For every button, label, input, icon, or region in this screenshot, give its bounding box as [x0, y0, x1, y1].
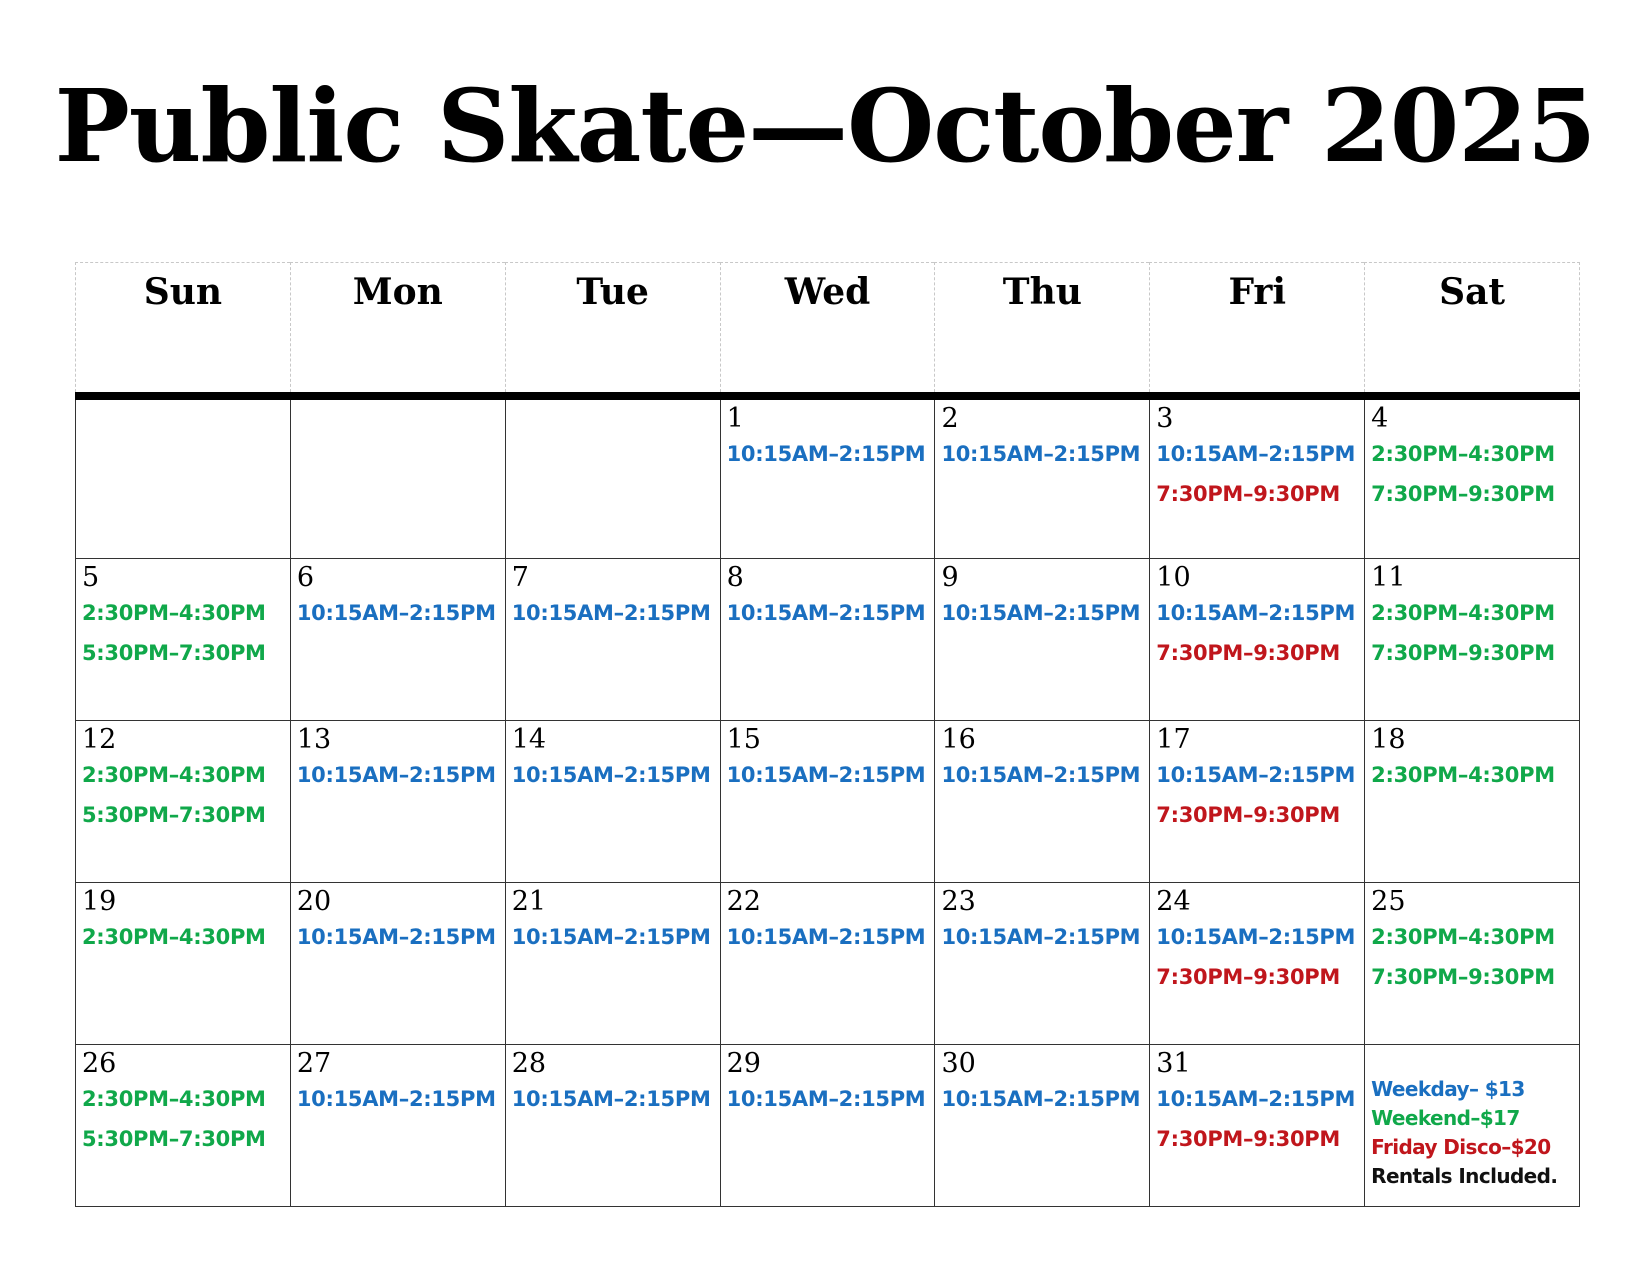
- day-number: 15: [726, 724, 761, 755]
- session-time-weekday: 10:15AM–2:15PM: [511, 925, 711, 949]
- day-cell-24: [1150, 883, 1365, 1044]
- day-number: 11: [1371, 562, 1406, 593]
- weekday-header-thu: Thu: [934, 262, 1149, 392]
- day-number: 4: [1371, 403, 1389, 434]
- price-legend: [1371, 1049, 1573, 1191]
- session-time-weekend: 2:30PM–4:30PM: [82, 1087, 266, 1111]
- day-cell-2: [935, 400, 1150, 558]
- day-cell-empty: [1365, 1045, 1580, 1206]
- weekday-header-row: [75, 262, 1580, 392]
- day-number: 2: [941, 403, 959, 434]
- day-number: 14: [511, 724, 547, 755]
- day-cell-9: [935, 559, 1150, 720]
- session-time-weekday: 10:15AM–2:15PM: [1156, 601, 1356, 625]
- day-number: 5: [82, 562, 100, 593]
- day-number: 23: [941, 886, 976, 917]
- weekday-header-sun: Sun: [75, 262, 290, 392]
- week-row: [76, 559, 1580, 721]
- day-cell-7: [506, 559, 721, 720]
- session-time-weekday: 10:15AM–2:15PM: [941, 763, 1141, 787]
- day-number: 10: [1156, 562, 1191, 593]
- session-time-weekend: 7:30PM–9:30PM: [1371, 641, 1555, 665]
- day-number: 25: [1371, 886, 1406, 917]
- day-cell-12: [76, 721, 291, 882]
- session-time-weekday: 10:15AM–2:15PM: [726, 1087, 926, 1111]
- day-number: 7: [511, 562, 529, 593]
- day-number: 27: [296, 1048, 332, 1079]
- day-cell-20: [291, 883, 506, 1044]
- day-number: 21: [511, 886, 547, 917]
- day-number: 20: [296, 886, 332, 917]
- day-number: 6: [296, 562, 315, 593]
- day-number: 16: [941, 724, 976, 755]
- day-cell-26: [76, 1045, 291, 1206]
- day-number: 29: [726, 1048, 761, 1079]
- session-time-weekend: 2:30PM–4:30PM: [1371, 763, 1555, 787]
- session-time-weekend: 5:30PM–7:30PM: [82, 803, 266, 827]
- session-time-weekday: 10:15AM–2:15PM: [296, 925, 496, 949]
- day-cell-27: [291, 1045, 506, 1206]
- session-time-weekday: 10:15AM–2:15PM: [941, 925, 1141, 949]
- session-time-weekday: 10:15AM–2:15PM: [296, 763, 496, 787]
- session-time-weekend: 7:30PM–9:30PM: [1371, 965, 1555, 989]
- session-time-weekday: 10:15AM–2:15PM: [1156, 1087, 1356, 1111]
- session-time-disco: 7:30PM–9:30PM: [1156, 1127, 1340, 1151]
- session-time-weekend: 2:30PM–4:30PM: [82, 925, 266, 949]
- day-number: 18: [1371, 724, 1406, 755]
- day-number: 8: [726, 562, 744, 593]
- session-time-weekday: 10:15AM–2:15PM: [1156, 763, 1356, 787]
- day-cell-31: [1150, 1045, 1365, 1206]
- week-row: [76, 721, 1580, 883]
- day-cell-15: [721, 721, 936, 882]
- session-time-weekday: 10:15AM–2:15PM: [511, 601, 711, 625]
- session-time-disco: 7:30PM–9:30PM: [1156, 803, 1340, 827]
- week-row: [76, 1045, 1580, 1207]
- session-time-weekday: 10:15AM–2:15PM: [1156, 925, 1356, 949]
- legend-rentals-note: Rentals Included.: [1371, 1164, 1558, 1188]
- session-time-weekday: 10:15AM–2:15PM: [296, 601, 496, 625]
- day-cell-16: [935, 721, 1150, 882]
- legend-friday-disco-price: Friday Disco–$20: [1371, 1135, 1551, 1159]
- calendar-grid: [75, 400, 1580, 1207]
- day-number: 3: [1156, 403, 1174, 434]
- header-divider: [75, 392, 1580, 400]
- day-cell-8: [721, 559, 936, 720]
- day-cell-4: [1365, 400, 1580, 558]
- day-cell-empty: [76, 400, 291, 558]
- day-cell-13: [291, 721, 506, 882]
- day-cell-29: [721, 1045, 936, 1206]
- day-number: 9: [941, 562, 959, 593]
- session-time-weekend: 2:30PM–4:30PM: [1371, 442, 1555, 466]
- day-cell-14: [506, 721, 721, 882]
- session-time-weekend: 2:30PM–4:30PM: [82, 601, 266, 625]
- session-time-weekday: 10:15AM–2:15PM: [726, 442, 926, 466]
- day-cell-22: [721, 883, 936, 1044]
- day-number: 31: [1156, 1048, 1191, 1079]
- day-cell-11: [1365, 559, 1580, 720]
- session-time-weekend: 2:30PM–4:30PM: [1371, 601, 1555, 625]
- day-number: 22: [726, 886, 761, 917]
- calendar: [75, 262, 1580, 1207]
- day-cell-3: [1150, 400, 1365, 558]
- session-time-weekday: 10:15AM–2:15PM: [1156, 442, 1356, 466]
- weekday-header-tue: Tue: [505, 262, 720, 392]
- week-row: [76, 883, 1580, 1045]
- day-cell-18: [1365, 721, 1580, 882]
- day-cell-1: [721, 400, 936, 558]
- page-title: Public Skate—October 2025: [54, 67, 1596, 185]
- session-time-weekend: 2:30PM–4:30PM: [82, 763, 266, 787]
- session-time-disco: 7:30PM–9:30PM: [1156, 641, 1340, 665]
- weekday-header-sat: Sat: [1364, 262, 1580, 392]
- session-time-weekday: 10:15AM–2:15PM: [726, 601, 926, 625]
- session-time-weekend: 7:30PM–9:30PM: [1371, 482, 1555, 506]
- session-time-weekday: 10:15AM–2:15PM: [726, 925, 926, 949]
- day-cell-5: [76, 559, 291, 720]
- session-time-weekday: 10:15AM–2:15PM: [511, 1087, 711, 1111]
- day-cell-10: [1150, 559, 1365, 720]
- day-cell-empty: [506, 400, 721, 558]
- session-time-weekday: 10:15AM–2:15PM: [941, 601, 1141, 625]
- weekday-header-wed: Wed: [720, 262, 935, 392]
- session-time-weekday: 10:15AM–2:15PM: [296, 1087, 496, 1111]
- session-time-weekend: 2:30PM–4:30PM: [1371, 925, 1555, 949]
- legend-weekday-price: Weekday– $13: [1371, 1077, 1525, 1101]
- day-number: 12: [82, 724, 117, 755]
- session-time-weekday: 10:15AM–2:15PM: [726, 763, 926, 787]
- day-number: 17: [1156, 724, 1191, 755]
- legend-weekend-price: Weekend–$17: [1371, 1106, 1520, 1130]
- weekday-header-fri: Fri: [1149, 262, 1364, 392]
- session-time-weekend: 5:30PM–7:30PM: [82, 641, 266, 665]
- day-cell-21: [506, 883, 721, 1044]
- day-cell-28: [506, 1045, 721, 1206]
- day-cell-23: [935, 883, 1150, 1044]
- day-number: 19: [82, 886, 117, 917]
- session-time-weekend: 5:30PM–7:30PM: [82, 1127, 266, 1151]
- session-time-disco: 7:30PM–9:30PM: [1156, 965, 1340, 989]
- day-cell-30: [935, 1045, 1150, 1206]
- day-number: 1: [726, 403, 744, 434]
- day-number: 24: [1156, 886, 1191, 917]
- day-number: 26: [82, 1048, 117, 1079]
- session-time-weekday: 10:15AM–2:15PM: [511, 763, 711, 787]
- session-time-weekday: 10:15AM–2:15PM: [941, 1087, 1141, 1111]
- day-cell-empty: [291, 400, 506, 558]
- day-cell-25: [1365, 883, 1580, 1044]
- session-time-disco: 7:30PM–9:30PM: [1156, 482, 1340, 506]
- week-row: [76, 400, 1580, 559]
- day-number: 28: [511, 1048, 547, 1079]
- day-cell-19: [76, 883, 291, 1044]
- day-cell-17: [1150, 721, 1365, 882]
- weekday-header-mon: Mon: [290, 262, 505, 392]
- day-number: 13: [296, 724, 332, 755]
- session-time-weekday: 10:15AM–2:15PM: [941, 442, 1141, 466]
- day-number: 30: [941, 1048, 976, 1079]
- day-cell-6: [291, 559, 506, 720]
